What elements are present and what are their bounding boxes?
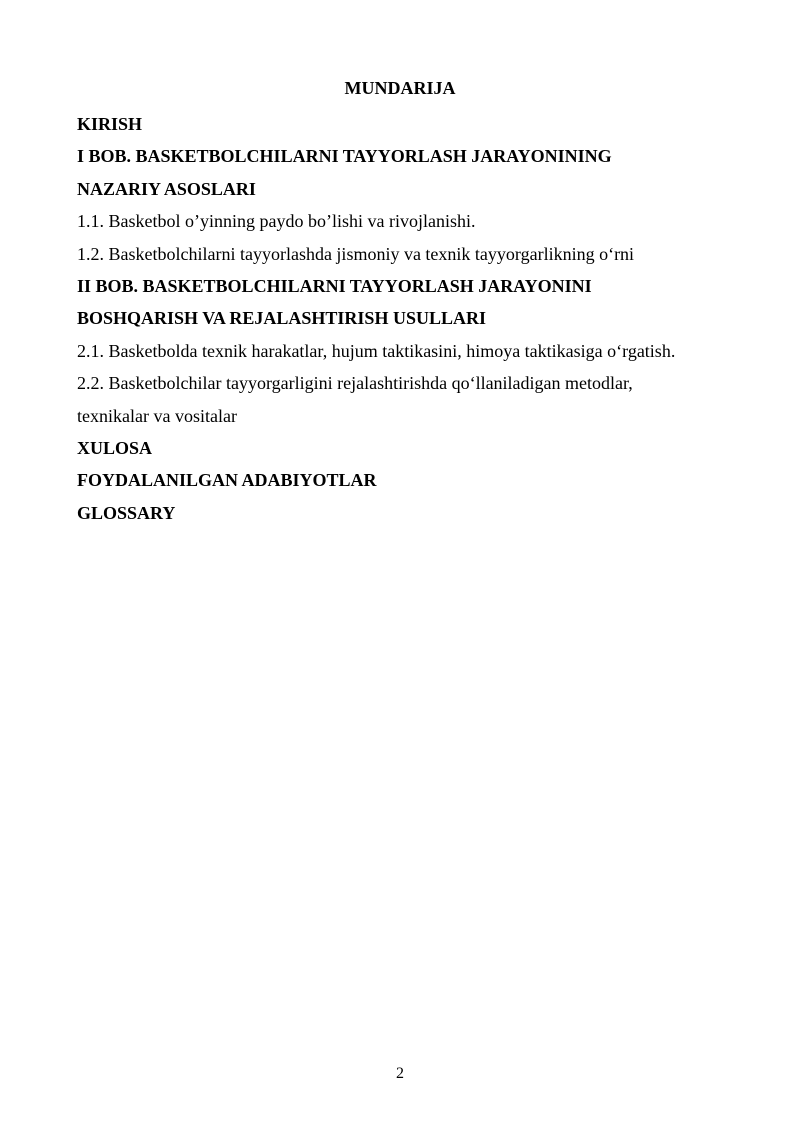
- toc-entry-references: FOYDALANILGAN ADABIYOTLAR: [77, 470, 377, 491]
- toc-entry-section-2-2-continued: texnikalar va vositalar: [77, 405, 237, 426]
- toc-entry-chapter-1-title: I BOB. BASKETBOLCHILARNI TAYYORLASH JARAYONINING: [77, 146, 612, 167]
- toc-entry-section-1-1: 1.1. Basketbol o’yinning paydo bo’lishi va rivojlanishi.: [77, 211, 476, 232]
- toc-entry-conclusion: XULOSA: [77, 438, 153, 459]
- toc-entry-section-1-2: 1.2. Basketbolchilarni tayyorlashda jismoniy va texnik tayyorgarlikning o‘rni: [77, 243, 635, 264]
- toc-title: MUNDARIJA: [344, 78, 456, 98]
- page-number: 2: [396, 1065, 404, 1082]
- toc-entry-glossary: GLOSSARY: [77, 502, 176, 523]
- table-of-contents: [77, 108, 737, 529]
- toc-entry-chapter-1-title-continued: NAZARIY ASOSLARI: [77, 178, 256, 199]
- toc-entry-section-2-1: 2.1. Basketbolda texnik harakatlar, hujum taktikasini, himoya taktikasiga o‘rgatish.: [77, 340, 676, 361]
- toc-entry-chapter-2-title: II BOB. BASKETBOLCHILARNI TAYYORLASH JARAYONINI: [77, 276, 592, 297]
- toc-entry-chapter-2-title-continued: BOSHQARISH VA REJALASHTIRISH USULLARI: [77, 308, 486, 329]
- toc-entry-introduction: KIRISH: [77, 114, 143, 134]
- toc-entry-section-2-2: 2.2. Basketbolchilar tayyorgarligini rejalashtirishda qo‘llaniladigan metodlar,: [77, 373, 633, 394]
